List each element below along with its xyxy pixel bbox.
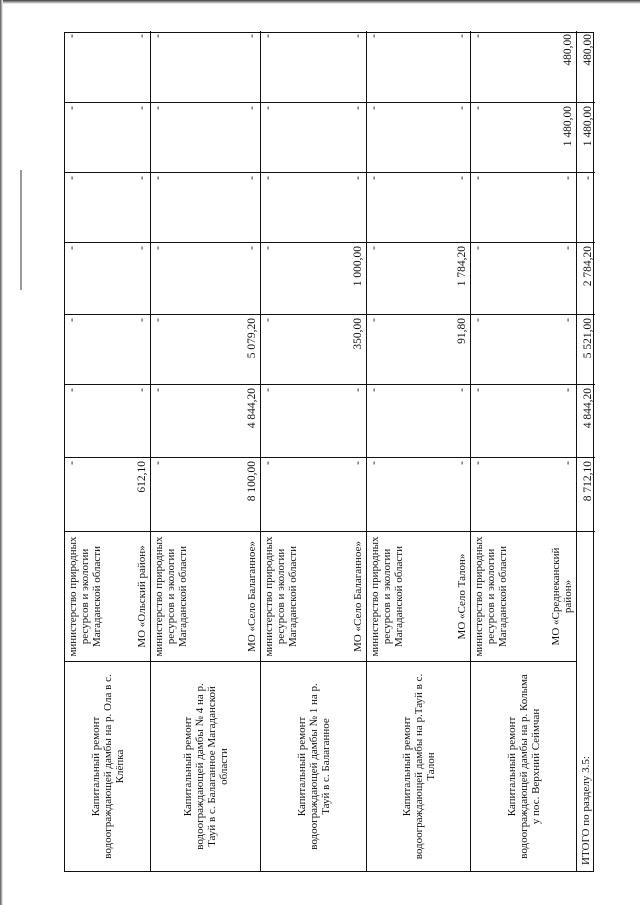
value-cell: - 1 784,20 <box>367 242 470 314</box>
responsible-ministry: министерство природных ресурсов и экологии Магаданской области <box>153 536 189 657</box>
value-cell: - - <box>261 384 366 457</box>
total-value: 480,00 <box>582 34 594 66</box>
value-cell: - - <box>471 314 576 384</box>
value-cell: - - <box>471 384 576 457</box>
object-name: Капитальный ремонт водоограждающей дамбы № 1 на р. Тауй в с. Балаганное <box>261 661 366 871</box>
total-value: 1 480,00 <box>577 102 595 172</box>
responsible-cell <box>261 531 366 661</box>
value-cell: - 612,10 <box>65 457 150 531</box>
scan-edge-left <box>0 0 3 905</box>
value-cell: - - <box>471 457 576 531</box>
responsible-ministry: министерство природных ресурсов и экологии Магаданской области <box>473 536 509 657</box>
value-cell: - - <box>151 172 260 242</box>
value-cell: - - <box>471 242 576 314</box>
total-value: 5 521,00 <box>577 314 595 384</box>
scan-mark <box>20 170 22 290</box>
table-row <box>471 31 577 871</box>
value-cell: - - <box>65 102 150 172</box>
object-name: Капитальный ремонт водоограждающей дамбы № 4 на р. Тауй в с. Балаганное Магаданской области <box>151 661 260 871</box>
responsible-ministry: министерство природных ресурсов и экологии Магаданской области <box>369 536 405 657</box>
total-row <box>577 31 595 871</box>
responsible-ministry: министерство природных ресурсов и экологии Магаданской области <box>263 536 299 657</box>
budget-table <box>64 32 594 872</box>
total-value: 2 784,20 <box>577 242 595 314</box>
responsible-municipality: МО «Село Талон» <box>456 553 468 640</box>
object-name: Капитальный ремонт водоограждающей дамбы на р. Ола в с. Клёпка <box>65 661 150 871</box>
scan-edge-top <box>0 0 640 4</box>
total-value: 8 712,10 <box>577 457 595 531</box>
value-cell: - - <box>66 34 148 38</box>
value-cell: - 8 100,00 <box>151 457 260 531</box>
table-row <box>261 31 367 871</box>
value-cell: - - <box>367 172 470 242</box>
total-value: - <box>577 172 595 242</box>
responsible-cell <box>151 531 260 661</box>
value-cell: - - <box>65 242 150 314</box>
responsible-municipality: МО «Село Балаганное» <box>246 541 258 652</box>
value-cell: - - <box>367 102 470 172</box>
value-cell: - - <box>367 457 470 531</box>
value-cell: - - <box>151 102 260 172</box>
value-cell: - - <box>65 172 150 242</box>
total-label: ИТОГО по разделу 3.5: <box>577 531 595 871</box>
value-cell: - - <box>261 457 366 531</box>
total-value: 4 844,20 <box>577 384 595 457</box>
responsible-cell <box>471 531 576 661</box>
table-row <box>65 31 151 871</box>
value-cell: - - <box>261 172 366 242</box>
value-cell: - - <box>151 242 260 314</box>
responsible-municipality: МО «Ольский район» <box>136 545 148 648</box>
value-cell: - 480,00 <box>472 34 574 66</box>
value-cell: - - <box>152 34 258 38</box>
responsible-ministry: министерство природных ресурсов и экологии Магаданской области <box>67 536 103 657</box>
value-cell: - - <box>368 34 468 38</box>
value-cell: - 350,00 <box>261 314 366 384</box>
value-cell: - - <box>65 314 150 384</box>
value-cell: - 1 000,00 <box>261 242 366 314</box>
value-cell: - 5 079,20 <box>151 314 260 384</box>
table-row <box>151 31 261 871</box>
table-row <box>367 31 471 871</box>
responsible-municipality: МО «Среднеканский район» <box>550 547 574 646</box>
object-name: Капитальный ремонт водоограждающей дамбы на р.Тауй в с. Талон <box>367 661 470 871</box>
value-cell: - 4 844,20 <box>151 384 260 457</box>
value-cell: - 1 480,00 <box>471 102 576 172</box>
responsible-cell <box>65 531 150 661</box>
value-cell: - - <box>471 172 576 242</box>
value-cell: - - <box>65 384 150 457</box>
value-cell: - - <box>261 102 366 172</box>
responsible-cell <box>367 531 470 661</box>
responsible-municipality: МО «Село Балаганное» <box>352 541 364 652</box>
value-cell: - - <box>367 384 470 457</box>
value-cell: - 91,80 <box>367 314 470 384</box>
value-cell: - - <box>262 34 364 38</box>
object-name: Капитальный ремонт водоограждающей дамбы на р. Колыма у пос. Верхний Сеймчан <box>471 661 576 871</box>
